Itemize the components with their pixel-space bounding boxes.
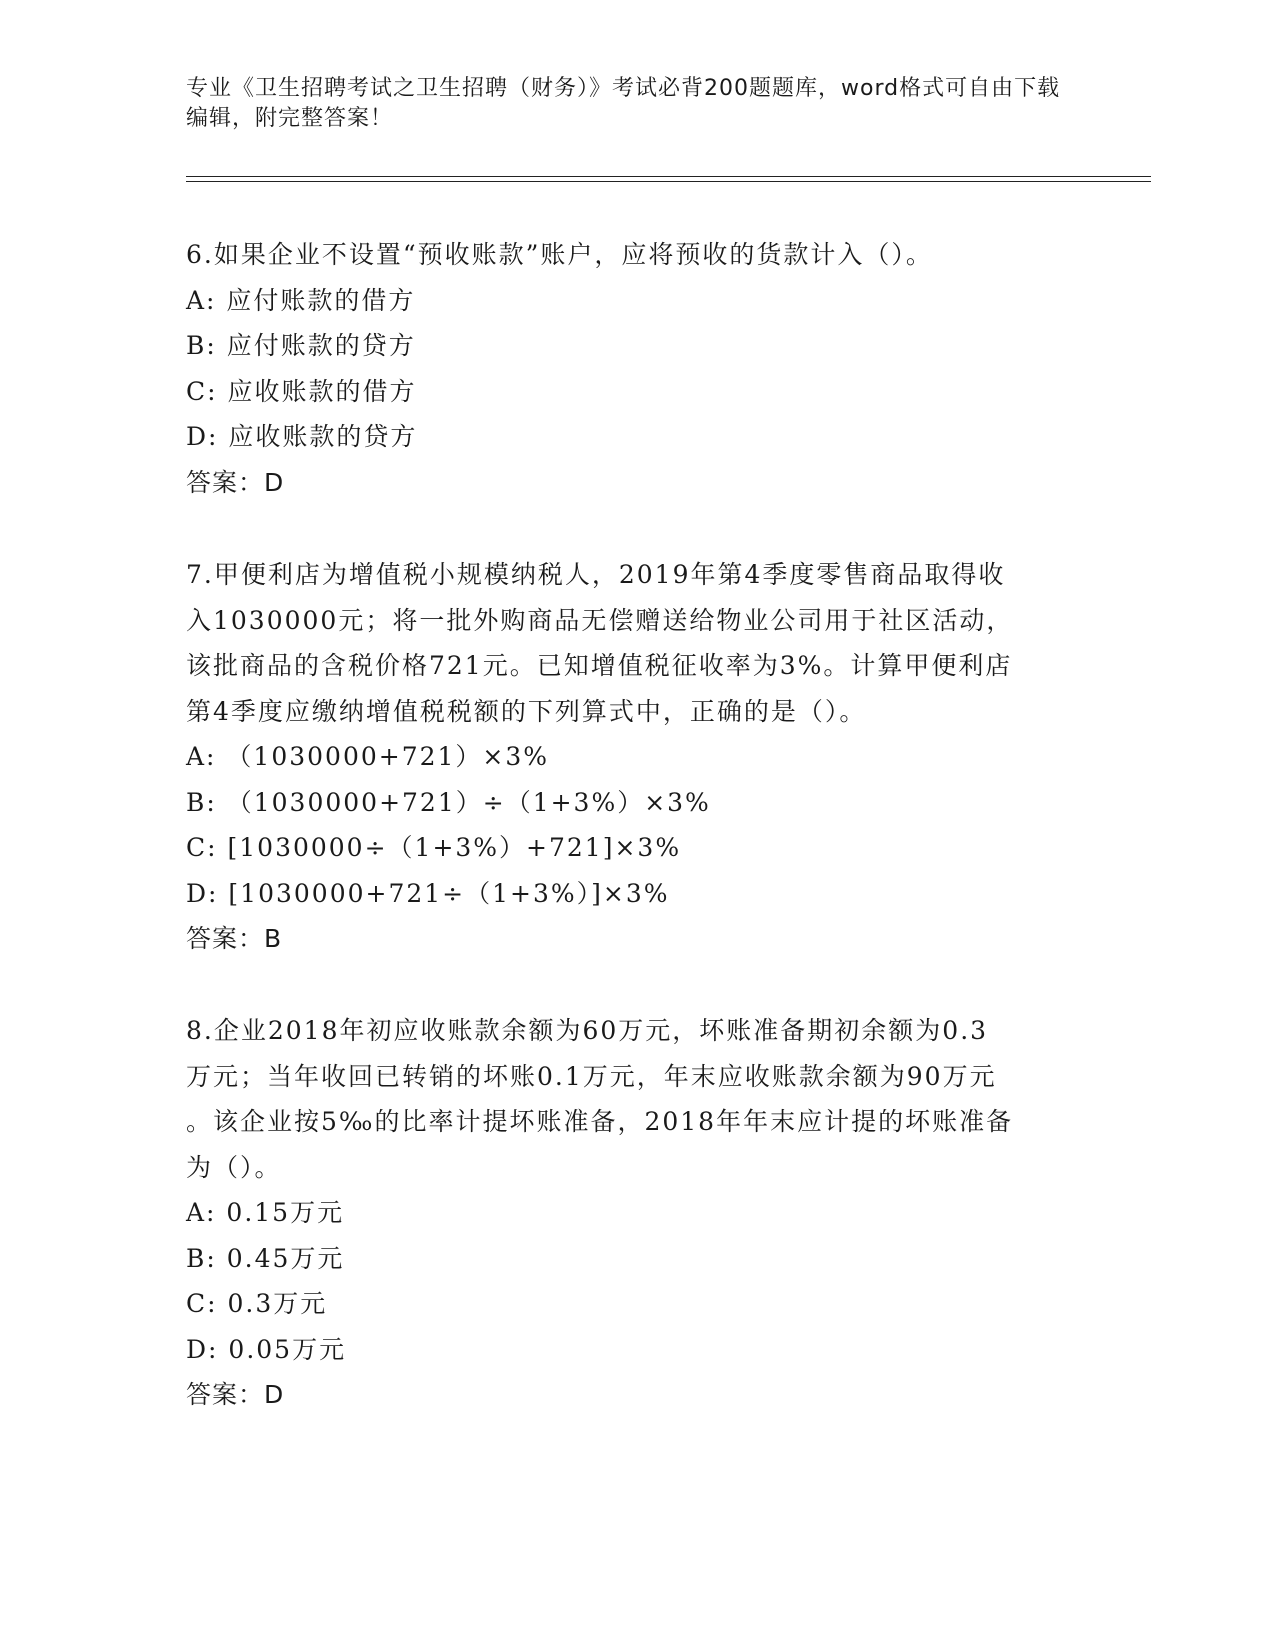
question-stem: 6.如果企业不设置“预收账款”账户，应将预收的货款计入（）。 — [186, 240, 933, 269]
answer: 答案：D — [186, 467, 285, 497]
option-c: C: [1030000÷（1+3%）+721]×3% — [186, 833, 682, 862]
question-stem-line-1: 7.甲便利店为增值税小规模纳税人，2019年第4季度零售商品取得收 — [186, 560, 1006, 589]
question-stem-line-3: 。该企业按5‰的比率计提坏账准备，2018年年末应计提的坏账准备 — [186, 1107, 1014, 1136]
question-stem-line-2: 入1030000元；将一批外购商品无偿赠送给物业公司用于社区活动， — [186, 605, 1014, 635]
option-a: A: 0.15万元 — [186, 1198, 345, 1227]
answer: 答案：D — [186, 1380, 285, 1409]
option-d: D: 0.05万元 — [186, 1334, 347, 1364]
option-d: D: [1030000+721÷（1+3%）]×3% — [186, 878, 670, 908]
header-divider-top — [186, 176, 1151, 177]
question-6 — [186, 232, 1076, 505]
option-d: D: 应收账款的贷方 — [186, 422, 418, 451]
document-header: 专业《卫生招聘考试之卫生招聘（财务）》考试必背200题题库，word格式可自由下载编辑，附完整答案！ — [186, 76, 1061, 131]
question-stem-line-1: 8.企业2018年初应收账款余额为60万元，坏账准备期初余额为0.3 — [186, 1016, 989, 1045]
option-b: B: 应付账款的贷方 — [186, 331, 416, 360]
question-stem-line-4: 第4季度应缴纳增值税税额的下列算式中，正确的是（）。 — [186, 696, 867, 726]
option-a: A: 应付账款的借方 — [186, 285, 416, 315]
option-c: C: 应收账款的借方 — [186, 376, 417, 406]
answer: 答案：B — [186, 924, 283, 953]
option-a: A: （1030000+721）×3% — [186, 742, 550, 771]
question-stem-line-2: 万元；当年收回已转销的坏账0.1万元，年末应收账款余额为90万元 — [186, 1061, 997, 1091]
option-c: C: 0.3万元 — [186, 1289, 328, 1318]
question-stem-line-4: 为（）。 — [186, 1152, 282, 1182]
option-b: B: 0.45万元 — [186, 1243, 345, 1273]
question-7 — [186, 552, 1076, 962]
question-stem-line-3: 该批商品的含税价格721元。已知增值税征收率为3%。计算甲便利店 — [186, 651, 1013, 680]
option-b: B: （1030000+721）÷（1+3%）×3% — [186, 787, 711, 817]
header-divider-bottom — [186, 181, 1151, 182]
question-8 — [186, 1008, 1076, 1418]
